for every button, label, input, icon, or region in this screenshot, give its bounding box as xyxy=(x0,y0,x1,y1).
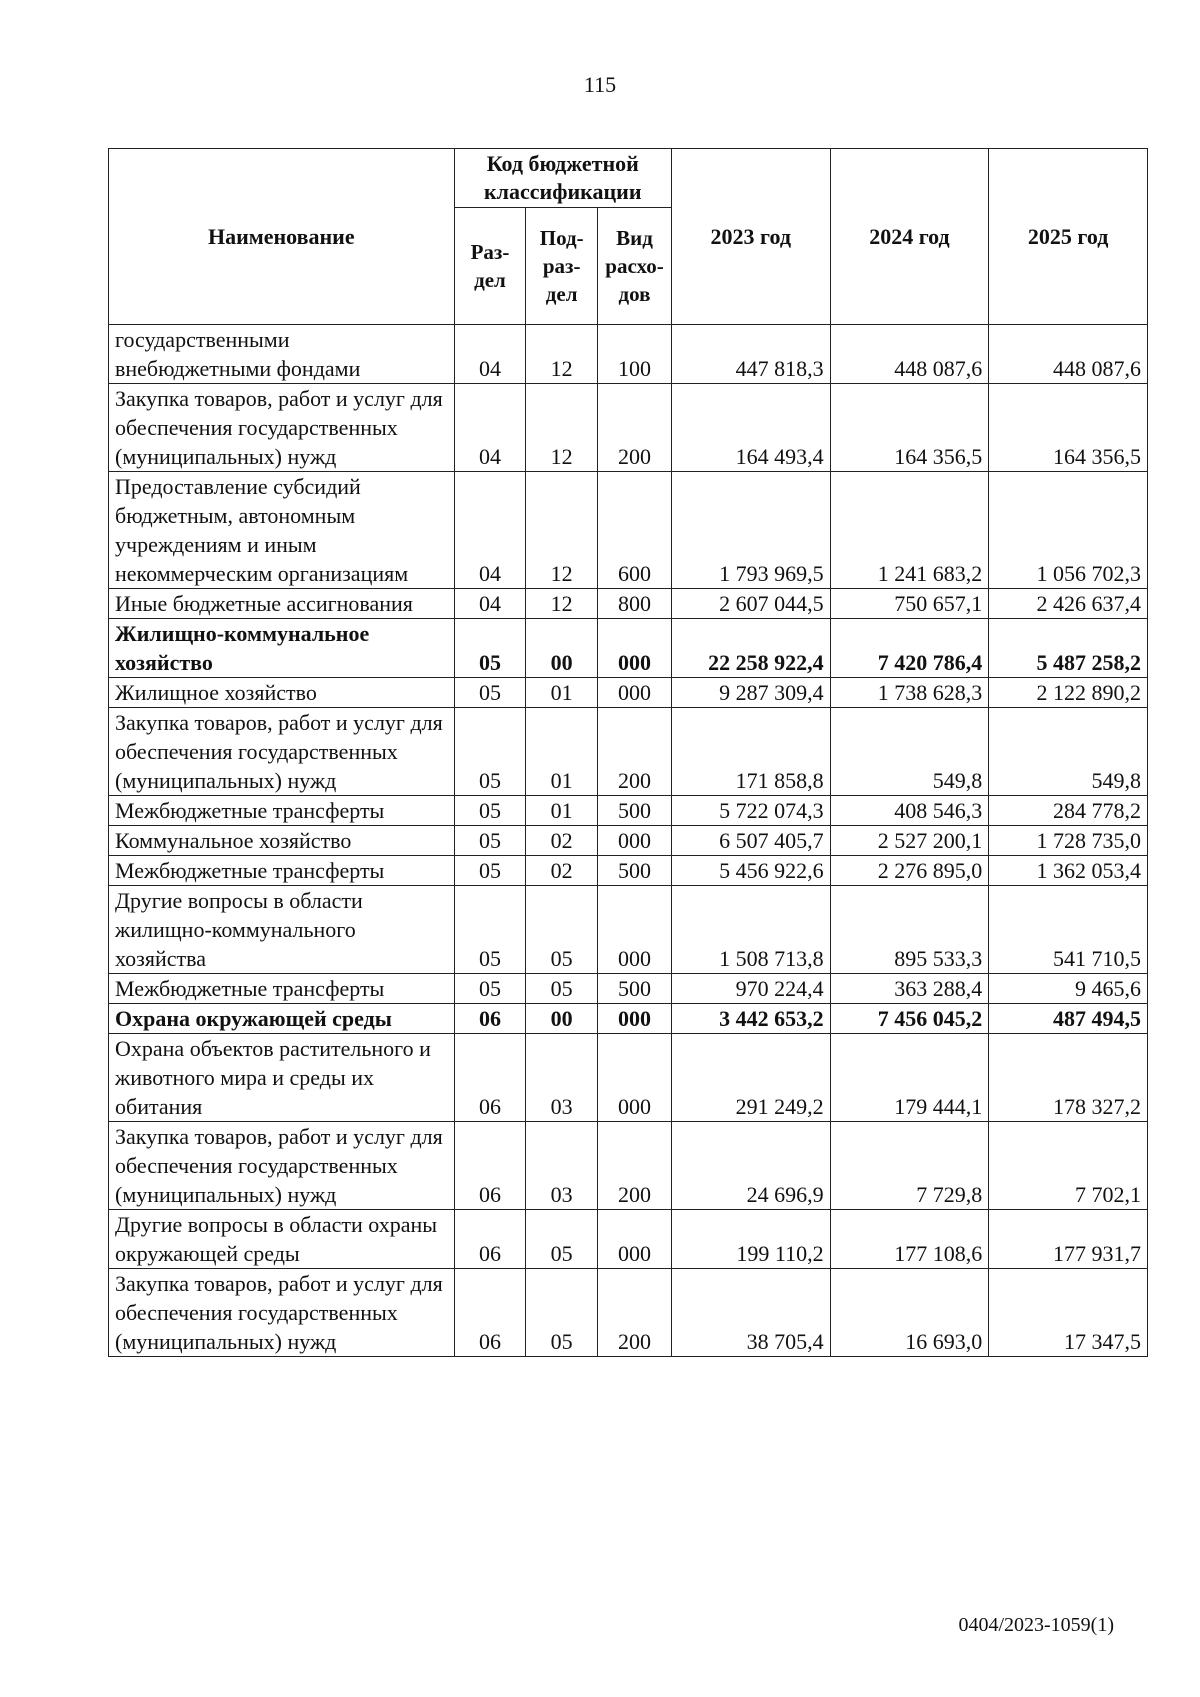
row-section: 05 xyxy=(454,708,526,796)
row-value-2025: 9 465,6 xyxy=(989,974,1148,1004)
table-row xyxy=(109,384,1148,472)
row-section: 05 xyxy=(454,826,526,856)
row-subsection: 05 xyxy=(526,886,598,974)
row-section: 06 xyxy=(454,1210,526,1269)
header-expense-type: Вид расхо-дов xyxy=(598,208,672,325)
row-value-2025: 284 778,2 xyxy=(989,796,1148,826)
table-row xyxy=(109,1122,1148,1210)
row-expense-type: 200 xyxy=(598,1269,672,1357)
row-expense-type: 500 xyxy=(598,856,672,886)
row-value-2024: 7 420 786,4 xyxy=(830,619,989,678)
row-value-2024: 1 738 628,3 xyxy=(830,678,989,708)
row-expense-type: 800 xyxy=(598,589,672,619)
row-name: Закупка товаров, работ и услуг для обеспечения государственных (муниципальных) нужд xyxy=(109,384,455,472)
row-value-2025: 549,8 xyxy=(989,708,1148,796)
row-section: 04 xyxy=(454,325,526,384)
row-subsection: 05 xyxy=(526,974,598,1004)
row-value-2024: 895 533,3 xyxy=(830,886,989,974)
row-value-2025: 1 362 053,4 xyxy=(989,856,1148,886)
table-row xyxy=(109,886,1148,974)
row-value-2023: 970 224,4 xyxy=(671,974,830,1004)
row-expense-type: 000 xyxy=(598,678,672,708)
row-value-2023: 2 607 044,5 xyxy=(671,589,830,619)
row-section: 06 xyxy=(454,1122,526,1210)
budget-table xyxy=(108,148,1148,1357)
row-expense-type: 100 xyxy=(598,325,672,384)
header-2025: 2025 год xyxy=(989,149,1148,325)
row-value-2025: 2 122 890,2 xyxy=(989,678,1148,708)
row-value-2024: 363 288,4 xyxy=(830,974,989,1004)
row-expense-type: 000 xyxy=(598,886,672,974)
row-value-2024: 1 241 683,2 xyxy=(830,472,989,589)
row-section: 05 xyxy=(454,886,526,974)
row-value-2023: 3 442 653,2 xyxy=(671,1004,830,1034)
header-subsection: Под-раз-дел xyxy=(526,208,598,325)
row-section: 04 xyxy=(454,384,526,472)
row-value-2023: 24 696,9 xyxy=(671,1122,830,1210)
row-value-2024: 750 657,1 xyxy=(830,589,989,619)
table-row xyxy=(109,619,1148,678)
row-expense-type: 000 xyxy=(598,619,672,678)
table-row xyxy=(109,1269,1148,1357)
row-value-2025: 1 056 702,3 xyxy=(989,472,1148,589)
row-name: Предоставление субсидий бюджетным, автономным учреждениям и иным некоммерческим организациям xyxy=(109,472,455,589)
row-name: Другие вопросы в области жилищно-коммунального хозяйства xyxy=(109,886,455,974)
row-section: 05 xyxy=(454,796,526,826)
row-subsection: 05 xyxy=(526,1269,598,1357)
row-expense-type: 500 xyxy=(598,796,672,826)
header-section: Раз-дел xyxy=(454,208,526,325)
row-subsection: 12 xyxy=(526,325,598,384)
row-value-2025: 178 327,2 xyxy=(989,1034,1148,1122)
table-row xyxy=(109,1034,1148,1122)
row-subsection: 12 xyxy=(526,589,598,619)
row-subsection: 03 xyxy=(526,1034,598,1122)
header-2023: 2023 год xyxy=(671,149,830,325)
row-value-2023: 6 507 405,7 xyxy=(671,826,830,856)
table-body xyxy=(109,325,1148,1357)
row-name: Межбюджетные трансферты xyxy=(109,856,455,886)
table-row xyxy=(109,826,1148,856)
row-value-2023: 164 493,4 xyxy=(671,384,830,472)
row-value-2023: 1 508 713,8 xyxy=(671,886,830,974)
row-value-2025: 5 487 258,2 xyxy=(989,619,1148,678)
document-code: 0404/2023-1059(1) xyxy=(958,1614,1114,1636)
row-value-2024: 408 546,3 xyxy=(830,796,989,826)
row-value-2024: 2 527 200,1 xyxy=(830,826,989,856)
row-expense-type: 200 xyxy=(598,708,672,796)
row-value-2023: 5 722 074,3 xyxy=(671,796,830,826)
table-row xyxy=(109,796,1148,826)
row-value-2024: 549,8 xyxy=(830,708,989,796)
row-value-2025: 2 426 637,4 xyxy=(989,589,1148,619)
row-name: Закупка товаров, работ и услуг для обеспечения государственных (муниципальных) нужд xyxy=(109,1122,455,1210)
table-row xyxy=(109,325,1148,384)
row-section: 05 xyxy=(454,619,526,678)
row-value-2023: 447 818,3 xyxy=(671,325,830,384)
table-row xyxy=(109,472,1148,589)
row-name: Жилищное хозяйство xyxy=(109,678,455,708)
row-value-2023: 38 705,4 xyxy=(671,1269,830,1357)
row-name: Жилищно-коммунальное хозяйство xyxy=(109,619,455,678)
row-expense-type: 000 xyxy=(598,826,672,856)
row-value-2023: 171 858,8 xyxy=(671,708,830,796)
page-number: 115 xyxy=(583,72,617,97)
row-value-2024: 164 356,5 xyxy=(830,384,989,472)
row-subsection: 12 xyxy=(526,384,598,472)
row-value-2025: 17 347,5 xyxy=(989,1269,1148,1357)
row-expense-type: 500 xyxy=(598,974,672,1004)
row-value-2025: 177 931,7 xyxy=(989,1210,1148,1269)
row-name: Закупка товаров, работ и услуг для обеспечения государственных (муниципальных) нужд xyxy=(109,708,455,796)
row-name: государственными внебюджетными фондами xyxy=(109,325,455,384)
row-expense-type: 000 xyxy=(598,1210,672,1269)
row-subsection: 01 xyxy=(526,796,598,826)
row-value-2024: 179 444,1 xyxy=(830,1034,989,1122)
row-section: 04 xyxy=(454,589,526,619)
row-name: Другие вопросы в области охраны окружающей среды xyxy=(109,1210,455,1269)
row-name: Коммунальное хозяйство xyxy=(109,826,455,856)
row-name: Охрана окружающей среды xyxy=(109,1004,455,1034)
row-value-2023: 291 249,2 xyxy=(671,1034,830,1122)
row-section: 06 xyxy=(454,1034,526,1122)
table-row xyxy=(109,1210,1148,1269)
row-section: 05 xyxy=(454,974,526,1004)
row-value-2024: 7 729,8 xyxy=(830,1122,989,1210)
table-row xyxy=(109,708,1148,796)
row-value-2023: 199 110,2 xyxy=(671,1210,830,1269)
row-value-2024: 448 087,6 xyxy=(830,325,989,384)
row-subsection: 02 xyxy=(526,826,598,856)
row-subsection: 03 xyxy=(526,1122,598,1210)
row-name: Межбюджетные трансферты xyxy=(109,974,455,1004)
row-name: Закупка товаров, работ и услуг для обеспечения государственных (муниципальных) нужд xyxy=(109,1269,455,1357)
row-section: 05 xyxy=(454,678,526,708)
row-subsection: 05 xyxy=(526,1210,598,1269)
table-row xyxy=(109,678,1148,708)
header-name: Наименование xyxy=(109,149,455,325)
table-row xyxy=(109,589,1148,619)
row-expense-type: 200 xyxy=(598,384,672,472)
table-row xyxy=(109,856,1148,886)
row-value-2024: 177 108,6 xyxy=(830,1210,989,1269)
row-section: 04 xyxy=(454,472,526,589)
row-value-2024: 7 456 045,2 xyxy=(830,1004,989,1034)
row-subsection: 00 xyxy=(526,619,598,678)
row-expense-type: 600 xyxy=(598,472,672,589)
row-subsection: 12 xyxy=(526,472,598,589)
row-section: 06 xyxy=(454,1004,526,1034)
row-value-2025: 7 702,1 xyxy=(989,1122,1148,1210)
row-value-2024: 16 693,0 xyxy=(830,1269,989,1357)
row-expense-type: 200 xyxy=(598,1122,672,1210)
row-subsection: 02 xyxy=(526,856,598,886)
row-subsection: 00 xyxy=(526,1004,598,1034)
row-value-2025: 1 728 735,0 xyxy=(989,826,1148,856)
row-value-2023: 1 793 969,5 xyxy=(671,472,830,589)
header-code-group: Код бюджетной классификации xyxy=(454,149,671,208)
table-row xyxy=(109,974,1148,1004)
row-value-2025: 164 356,5 xyxy=(989,384,1148,472)
row-name: Охрана объектов растительного и животного мира и среды их обитания xyxy=(109,1034,455,1122)
row-value-2025: 541 710,5 xyxy=(989,886,1148,974)
row-value-2025: 448 087,6 xyxy=(989,325,1148,384)
row-name: Межбюджетные трансферты xyxy=(109,796,455,826)
row-value-2023: 5 456 922,6 xyxy=(671,856,830,886)
row-value-2025: 487 494,5 xyxy=(989,1004,1148,1034)
row-subsection: 01 xyxy=(526,678,598,708)
row-value-2024: 2 276 895,0 xyxy=(830,856,989,886)
row-value-2023: 22 258 922,4 xyxy=(671,619,830,678)
header-2024: 2024 год xyxy=(830,149,989,325)
row-value-2023: 9 287 309,4 xyxy=(671,678,830,708)
row-name: Иные бюджетные ассигнования xyxy=(109,589,455,619)
row-subsection: 01 xyxy=(526,708,598,796)
row-section: 05 xyxy=(454,856,526,886)
row-expense-type: 000 xyxy=(598,1034,672,1122)
row-section: 06 xyxy=(454,1269,526,1357)
row-expense-type: 000 xyxy=(598,1004,672,1034)
table-row xyxy=(109,1004,1148,1034)
